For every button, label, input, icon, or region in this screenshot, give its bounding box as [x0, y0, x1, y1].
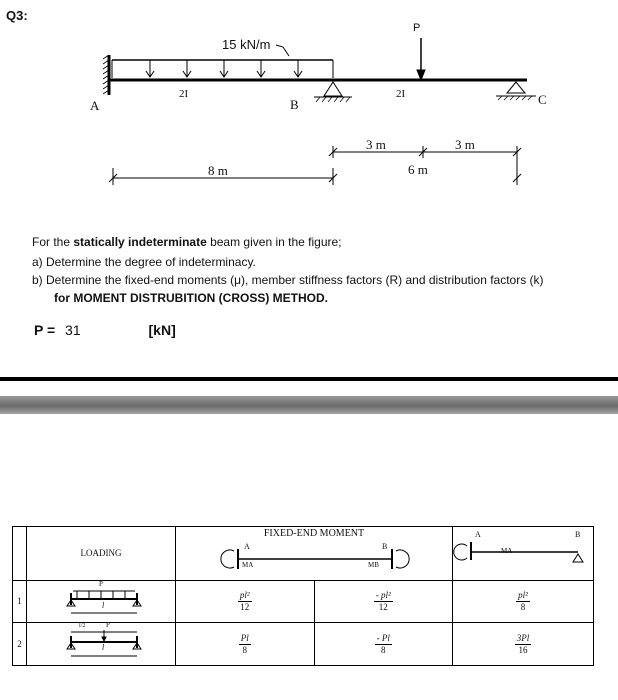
h-ma: MA [242, 561, 254, 570]
m-cell: $\frac{3Pl}{16}$ [453, 623, 594, 666]
h-mb: MB [368, 561, 379, 570]
problem-b: b) Determine the fixed-end moments (μ), member stiffness factors (R) and distribution factors (k) [32, 273, 544, 287]
h2-ma: MA [501, 547, 513, 555]
loading-diagram-point [27, 623, 176, 666]
point-load-beam-icon [27, 626, 175, 660]
point-half-label: l/2 [79, 623, 86, 630]
udl-beam-icon [27, 583, 175, 617]
fixed-end-moment-table [12, 526, 594, 666]
m-cell: $\frac{\text{pl²}}{8}$ [453, 580, 594, 623]
h2-b: B [575, 530, 581, 539]
divider-band [0, 396, 618, 414]
h-b: B [382, 542, 388, 552]
ma-cell: $\frac{\text{pl²}}{12}$ [176, 580, 315, 623]
h-a: A [244, 542, 250, 552]
table-row [13, 623, 594, 666]
problem-text [32, 233, 592, 307]
propped-beam-icon [453, 536, 593, 568]
dim-p-c-label: 3 m [455, 137, 475, 152]
mb-header [314, 540, 453, 580]
question-number: Q3: [6, 8, 28, 23]
udl-l-label: l [102, 600, 105, 610]
support-a-label: A [90, 98, 100, 113]
row-number: 1 [13, 580, 27, 623]
load-label: 15 kN/m [222, 37, 271, 52]
problem-a: a) Determine the degree of indeterminacy. [32, 255, 256, 269]
udl-p-label: P [99, 579, 103, 588]
problem-b-bold: for MOMENT DISTRUBITION (CROSS) METHOD. [54, 291, 328, 305]
support-b-label: B [290, 97, 299, 112]
row-number: 2 [13, 623, 27, 666]
stiffness-bc-label: 2I [396, 88, 406, 100]
p-unit: [kN] [148, 322, 176, 338]
stiffness-ab-label: 2I [179, 88, 189, 100]
table-row [13, 580, 594, 623]
problem-intro: For the statically indeterminate beam given in the figure; [32, 235, 342, 249]
p-value-line [34, 322, 176, 338]
dim-b-p-label: 3 m [366, 137, 386, 152]
corner-cell [13, 527, 27, 581]
p-value: 31 [65, 322, 81, 338]
ma-header [176, 540, 315, 580]
point-load-label: P [413, 22, 421, 34]
propped-header [453, 527, 594, 581]
point-p-label: P [106, 621, 110, 630]
loading-header: LOADING [27, 527, 176, 581]
point-l-label: l [102, 643, 105, 653]
loading-diagram-udl [27, 580, 176, 623]
mb-cell: $\frac{- Pl}{8}$ [314, 623, 453, 666]
divider [0, 377, 618, 381]
mb-cell: $\frac{\text{- pl²}}{12}$ [314, 580, 453, 623]
dim-bc-label: 6 m [408, 162, 428, 177]
p-label: P = [34, 322, 56, 338]
ma-cell: $\frac{Pl}{8}$ [176, 623, 315, 666]
h2-a: A [475, 530, 481, 539]
fem-title: FIXED-END MOMENT [176, 527, 453, 541]
dim-ab-label: 8 m [208, 163, 228, 178]
support-c-label: C [538, 92, 547, 107]
